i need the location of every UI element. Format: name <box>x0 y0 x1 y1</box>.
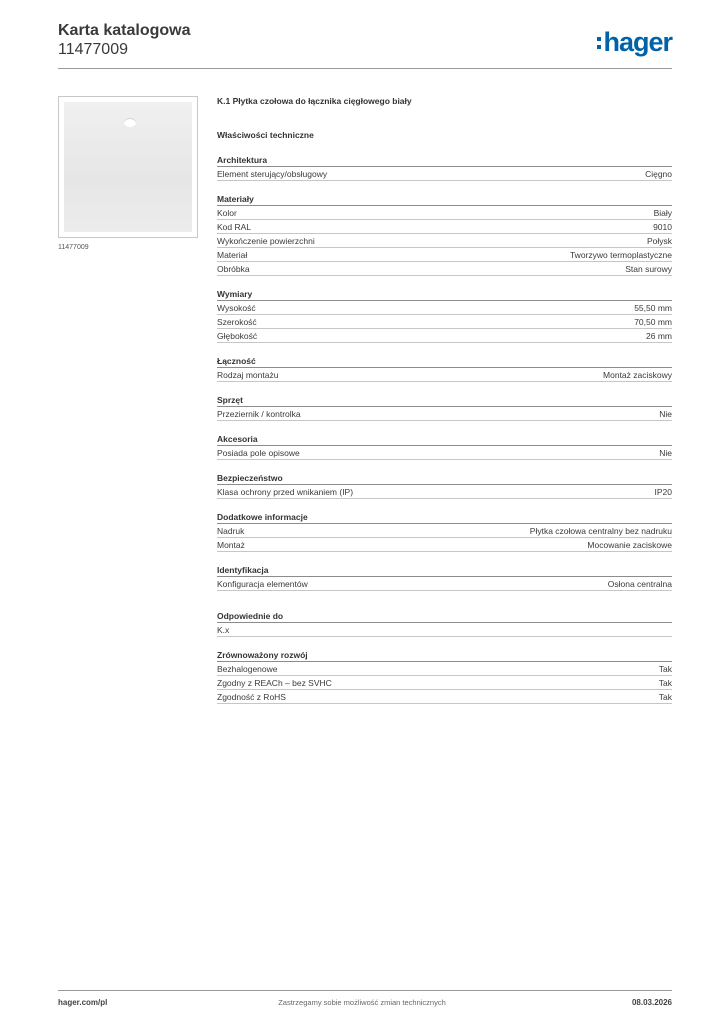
cover-plate-picture <box>64 102 192 232</box>
spec-row <box>217 623 672 637</box>
footer-website: hager.com/pl <box>58 998 108 1007</box>
spec-value: 70,50 mm <box>634 317 672 327</box>
spec-value: Nie <box>659 409 672 419</box>
spec-row <box>217 485 672 499</box>
cord-hole <box>124 118 136 127</box>
logo-mark-icon <box>597 37 601 49</box>
spec-row <box>217 206 672 220</box>
section-title: Akcesoria <box>217 434 672 446</box>
spec-row <box>217 446 672 460</box>
spec-label: Nadruk <box>217 526 245 536</box>
spec-value: Cięgno <box>645 169 672 179</box>
spec-label: Konfiguracja elementów <box>217 579 308 589</box>
section-title: Sprzęt <box>217 395 672 407</box>
spec-label: Montaż <box>217 540 245 550</box>
spec-label: Wykończenie powierzchni <box>217 236 315 246</box>
logo-text: hager <box>603 26 672 57</box>
section-title: Wymiary <box>217 289 672 301</box>
spec-label: Wysokość <box>217 303 256 313</box>
spec-value: Biały <box>653 208 672 218</box>
image-caption: 11477009 <box>58 244 89 251</box>
page-header <box>58 20 672 69</box>
spec-row <box>217 524 672 538</box>
spec-value: Osłona centralna <box>607 579 672 589</box>
spec-section <box>217 434 672 460</box>
spec-row <box>217 262 672 276</box>
spec-row <box>217 368 672 382</box>
spec-row <box>217 248 672 262</box>
spec-label: Materiał <box>217 250 248 260</box>
spec-row <box>217 407 672 421</box>
footer-disclaimer: Zastrzegamy sobie możliwość zmian technicznych <box>278 998 446 1007</box>
spec-value: Nie <box>659 448 672 458</box>
spec-section <box>217 289 672 343</box>
footer-divider <box>58 990 672 991</box>
spec-label: Obróbka <box>217 264 250 274</box>
spec-row <box>217 676 672 690</box>
spec-row <box>217 234 672 248</box>
spec-section <box>217 155 672 181</box>
spec-row <box>217 577 672 591</box>
spec-label: Element sterujący/obsługowy <box>217 169 328 179</box>
section-title: Bezpieczeństwo <box>217 473 672 485</box>
spec-label: Głębokość <box>217 331 258 341</box>
hager-logo <box>597 25 672 59</box>
spec-label: K.x <box>217 625 230 635</box>
spec-label: Posiada pole opisowe <box>217 448 300 458</box>
spec-value: Montaż zaciskowy <box>603 370 672 380</box>
spec-value: Tak <box>658 692 672 702</box>
spec-value: 26 mm <box>646 331 672 341</box>
spec-value: Tworzywo termoplastyczne <box>569 250 672 260</box>
spec-label: Kolor <box>217 208 237 218</box>
compatible-section <box>217 611 672 637</box>
document-number: 11477009 <box>58 41 128 58</box>
spec-label: Klasa ochrony przed wnikaniem (IP) <box>217 487 354 497</box>
technical-properties-heading: Właściwości techniczne <box>217 130 314 140</box>
spec-value: 55,50 mm <box>634 303 672 313</box>
spec-section <box>217 512 672 552</box>
spec-label: Szerokość <box>217 317 257 327</box>
section-title: Łączność <box>217 356 672 368</box>
spec-label: Kod RAL <box>217 222 252 232</box>
spec-label: Przeziernik / kontrolka <box>217 409 301 419</box>
spec-value: Mocowanie zaciskowe <box>587 540 672 550</box>
section-title: Materiały <box>217 194 672 206</box>
product-title: K.1 Płytka czołowa do łącznika cięgłowego biały <box>217 96 412 106</box>
section-title: Dodatkowe informacje <box>217 512 672 524</box>
section-title: Identyfikacja <box>217 565 672 577</box>
spec-row <box>217 220 672 234</box>
spec-row <box>217 167 672 181</box>
spec-row <box>217 662 672 676</box>
spec-label: Rodzaj montażu <box>217 370 279 380</box>
section-title: Zrównoważony rozwój <box>217 650 672 662</box>
spec-section <box>217 565 672 591</box>
spec-value: Tak <box>658 678 672 688</box>
spec-section <box>217 473 672 499</box>
spec-sections <box>217 155 672 591</box>
spec-row <box>217 538 672 552</box>
footer-date: 08.03.2026 <box>631 998 672 1007</box>
spec-label: Zgodność z RoHS <box>217 692 286 702</box>
spec-section <box>217 356 672 382</box>
spec-value: Połysk <box>646 236 672 246</box>
spec-value: 9010 <box>653 222 672 232</box>
spec-value: IP20 <box>654 487 672 497</box>
spec-label: Zgodny z REACh – bez SVHC <box>217 678 332 688</box>
product-image <box>58 96 198 238</box>
specification-content <box>217 96 672 704</box>
spec-row <box>217 301 672 315</box>
spec-value: Płytka czołowa centralny bez nadruku <box>529 526 672 536</box>
section-title: Odpowiednie do <box>217 611 672 623</box>
spec-section <box>217 194 672 276</box>
spec-row <box>217 690 672 704</box>
spec-value: Tak <box>658 664 672 674</box>
spec-row <box>217 329 672 343</box>
spec-value: Stan surowy <box>625 264 672 274</box>
sustainability-section <box>217 650 672 704</box>
spec-row <box>217 315 672 329</box>
header-divider <box>58 68 672 69</box>
spec-label: Bezhalogenowe <box>217 664 278 674</box>
section-title: Architektura <box>217 155 672 167</box>
document-title: Karta katalogowa <box>58 22 191 39</box>
spec-section <box>217 395 672 421</box>
